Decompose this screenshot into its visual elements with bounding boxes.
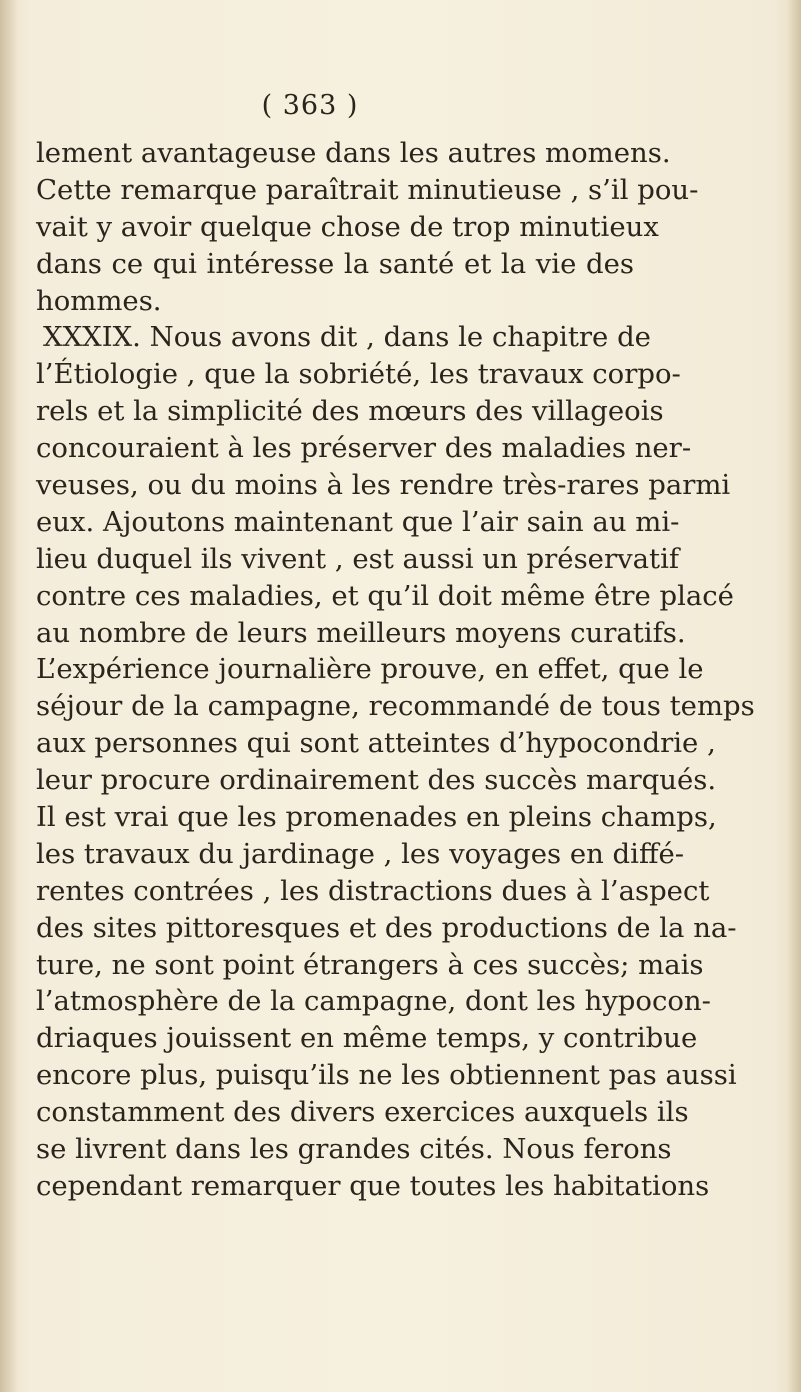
- text-line: rels et la simplicité des mœurs des villageois: [36, 395, 664, 428]
- text-line: se livrent dans les grandes cités. Nous ferons: [36, 1133, 672, 1166]
- page-number: ( 363 ): [261, 90, 359, 121]
- text-line: séjour de la campagne, recommandé de tous temps: [36, 690, 755, 723]
- text-line: ture, ne sont point étrangers à ces succès; mais: [36, 948, 704, 981]
- text-line: des sites pittoresques et des productions de la na-: [36, 911, 737, 944]
- text-line: rentes contrées , les distractions dues à l’aspect: [36, 874, 710, 907]
- binding-shadow: [0, 0, 18, 1392]
- text-line: hommes.: [36, 284, 162, 317]
- page-edge-shadow: [787, 0, 801, 1392]
- text-line: dans ce qui intéresse la santé et la vie des: [36, 247, 634, 280]
- body-text: [36, 135, 755, 1205]
- text-line: veuses, ou du moins à les rendre très-rares parmi: [36, 469, 731, 502]
- text-line: L’expérience journalière prouve, en effet, que le: [36, 653, 704, 686]
- text-line: cependant remarquer que toutes les habitations: [36, 1169, 710, 1202]
- text-line: contre ces maladies, et qu’il doit même être placé: [36, 579, 734, 612]
- text-line: lieu duquel ils vivent , est aussi un préservatif: [36, 542, 680, 575]
- text-line: lement avantageuse dans les autres momens.: [36, 137, 671, 169]
- text-line: Cette remarque paraîtrait minutieuse , s’il pou-: [36, 173, 699, 206]
- text-line: l’atmosphère de la campagne, dont les hypocon-: [36, 985, 711, 1018]
- text-line: l’Étiologie , que la sobriété, les travaux corpo-: [36, 358, 681, 391]
- text-line: Il est vrai que les promenades en pleins champs,: [36, 801, 717, 834]
- text-line: vait y avoir quelque chose de trop minutieux: [36, 210, 659, 243]
- text-line: concouraient à les préserver des maladies ner-: [36, 432, 692, 465]
- text-line: les travaux du jardinage , les voyages en diffé-: [36, 837, 685, 870]
- text-line: driaques jouissent en même temps, y contribue: [36, 1022, 698, 1055]
- text-line: au nombre de leurs meilleurs moyens curatifs.: [36, 616, 686, 649]
- text-line: leur procure ordinairement des succès marqués.: [36, 764, 717, 797]
- text-line: eux. Ajoutons maintenant que l’air sain au mi-: [36, 505, 680, 538]
- text-line: encore plus, puisqu’ils ne les obtiennent pas aussi: [36, 1059, 737, 1092]
- text-line: aux personnes qui sont atteintes d’hypocondrie ,: [36, 727, 716, 760]
- text-line: constamment des divers exercices auxquels ils: [36, 1096, 689, 1129]
- text-line: XXXIX. Nous avons dit , dans le chapitre de: [43, 321, 651, 354]
